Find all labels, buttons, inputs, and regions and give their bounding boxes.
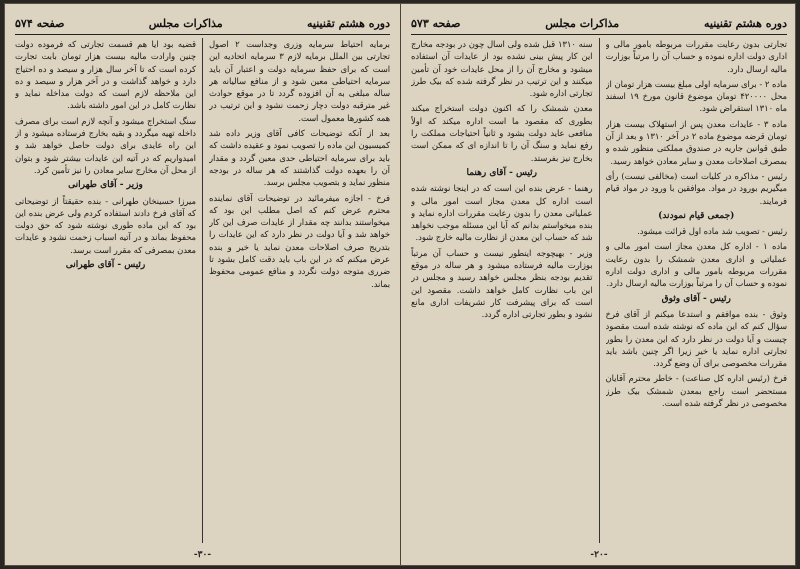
paragraph: ماده ۲ - برای سرمایه اولی مبلغ بیست هزار تومان از محل ۴۲۰۰۰۰ تومان موضوع قانون مورخ ۱۹ اسفند ماه ۱۳۱۰ استقراض شود.	[605, 78, 787, 114]
left-page-header	[15, 12, 390, 35]
left-header-volume: دوره هشتم تقنینیه	[307, 16, 390, 30]
right-page	[401, 4, 797, 565]
left-header-page-number: صفحه ۵۷۴	[15, 16, 65, 30]
speaker-heading: (جمعی قیام نمودند)	[658, 210, 735, 221]
right-header-title: مذاکرات مجلس	[545, 16, 620, 30]
paragraph: فرخ (رئیس اداره کل صناعت) - خاطر محترم آقایان مستحضر است راجع بمعدن شمشک بیک طرز مخصوصی در نظر گرفته شده است.	[605, 373, 787, 409]
paragraph: سنه ۱۳۱۰ قبل شده ولی اسال چون در بودجه مخارج این کار پیش بینی نشده بود از عایدات آن استفاده میشود و مخارج آن را از محل عایدات خود آن تأمین میکنند و این ترتیب در نظر گرفته شده که بیک طرز تجارتی اداره شود.	[411, 39, 593, 99]
paragraph: تجارتی بدون رعایت مقررات مربوطه بامور مالی و اداری دولت اداره نموده و حساب آن را مرتباً بوزارت مالیه ارسال دارد.	[605, 39, 787, 74]
left-page-right-column	[209, 38, 390, 543]
book-spread	[4, 3, 796, 566]
column-divider	[599, 38, 600, 543]
paragraph: بعد از آنکه توضیحات کافی آقای وزیر داده شد کمیسیون این ماده را تصویب نمود و عقیده داشت که باید برای سرمایه احتیاطی حدی معین گردد و مقدار آن را بعهده دولت گذاشتند که هر ساله در بودجه منظور نماید و بتصویب مجلس برسد.	[209, 128, 390, 188]
speaker-heading: رئیس - آقای وثوق	[661, 293, 731, 304]
paragraph: فرخ - اجازه میفرمائید در توضیحات آقای نماینده محترم عرض کنم که اصل مطلب این بود که میخواستند بدانند چه مقدار از عایدات صرف این کار خواهد شد و آیا دولت در نظر دارد که این عایدات را بتدریج صرف اصلاحات معدن نماید یا خیر و بنده عرض میکنم که در این باب باید دقت کامل بشود تا ضرری متوجه دولت نگردد و منافع عمومی محفوظ بماند.	[209, 192, 390, 289]
right-page-left-column	[411, 38, 593, 543]
right-page-header	[411, 12, 787, 35]
paragraph: معدن شمشک را که اکنون دولت استخراج میکند بطوری که مقصود ما است اداره میکند که اولاً منافعی عاید دولت بشود و ثانیاً احتیاجات مملکت را رفع نماید و سنگ آن را تا اندازه ای که ممکن است بخارج نیز بفرستد.	[411, 103, 593, 163]
paragraph: برمایه احتیاط سرمایه وزری وجداست ۲ اصول تجارتی بین الملل برمایه لازم ۳ سرمایه اتحادیه این است که برای حفظ سرمایه دولت و اعتبار آن باید سرمایه احتیاطی معین شود و از منافع سالیانه هر ساله مبلغی به آن افزوده گردد تا در موقع حوادث غیر مترقبه دولت دچار زحمت نشود و این ترتیب در همه کشورها معمول است.	[209, 39, 390, 123]
left-header-title: مذاکرات مجلس	[148, 16, 223, 30]
left-page-columns	[15, 38, 390, 543]
right-header-volume: دوره هشتم تقنینیه	[704, 16, 787, 30]
speaker-heading: رئیس - آقای طهرانی	[65, 260, 146, 271]
paragraph: میرزا حسینخان طهرانی - بنده حقیقتاً از توضیحاتی که آقای فرخ دادند استفاده کردم ولی عرض بنده این بود که این ماده طوری نوشته شود که حق دولت محفوظ بماند و در آتیه اسباب زحمت نشود و عایدات معدن بمصرفی که مقرر است برسد.	[15, 195, 196, 255]
right-header-page-number: صفحه ۵۷۳	[411, 16, 461, 30]
right-page-right-column	[606, 38, 788, 543]
paragraph: رئیس - مذاکره در کلیات است (مخالفی نیست) رأی میگیریم بورود در مواد. موافقین با ورود در مواد قیام فرمایند.	[605, 170, 787, 206]
paragraph: ماده ۳ - عایدات معدن پس از استهلاک بیست هزار تومان قرضه موضوع ماده ۲ در آخر ۱۳۱۰ و بعد از آن طبق قوانین جاریه در صندوق مملکتی منظور شده و بمصرف اصلاحات معدن و سایر معادن خواهد رسید.	[605, 118, 787, 166]
paragraph: ماده ۱ - اداره کل معدن مجاز است امور مالی و عملیاتی و اداری معدن شمشک را بدون رعایت مقررات مربوطه بامور مالی و اداری دولت اداره نموده و حساب آن را مرتباً بوزارت مالیه ارسال دارد.	[605, 241, 787, 289]
left-page	[5, 4, 401, 565]
right-page-columns	[411, 38, 787, 543]
paragraph: وثوق - بنده موافقم و استدعا میکنم از آقای فرخ سؤال کنم که این ماده که نوشته شده است مقصود چیست و آیا دولت در نظر دارد که این معدن را بطور تجارتی اداره نماید یا خیر زیرا اگر چنین باشد باید مقررات مخصوصی برای آن وضع گردد.	[605, 308, 787, 369]
speaker-heading: وزیر - آقای طهرانی	[68, 180, 143, 191]
right-page-folio: -۲۰-	[590, 550, 608, 560]
paragraph: قضیه بود ایا هم قسمت تجارتی که فرموده دولت چنین وارادت مالیه بیست هزار تومان بابت تجارت کرده است که تا آخر سال هزار و سیصد و ده احتیاج دارد و خواهد گذاشت و در آخر هزار و سیصد و ده این ملاحظه لازم است که دولت مداخله نماید و نظارت کامل در این امور داشته باشد.	[15, 39, 196, 111]
column-divider	[202, 38, 203, 543]
paragraph: رئیس - تصویب شد ماده اول قرائت میشود.	[637, 226, 787, 237]
speaker-heading: رئیس - آقای رهنما	[466, 167, 538, 178]
paragraph: سنگ استخراج میشود و آنچه لازم است برای مصرف داخله تهیه میگردد و بقیه بخارج فرستاده میشود و از این راه عایدی برای دولت حاصل خواهد شد و امیدواریم که در آتیه این عایدات بیشتر شود و بتوان از محل آن مخارج سایر معادن را نیز تأمین کرد.	[15, 115, 196, 175]
paragraph: رهنما - عرض بنده این است که در اینجا نوشته شده است اداره کل معدن مجاز است امور مالی و عملیاتی معدن را بدون رعایت مقررات اداره نماید و بنده میخواستم بدانم که آیا این مسئله موجب نخواهد شد که حساب این معدن از نظارت مالیه خارج شود.	[411, 183, 593, 243]
left-page-left-column	[15, 38, 196, 543]
paragraph: وزیر - بهیچوجه اینطور نیست و حساب آن مرتباً بوزارت مالیه فرستاده میشود و هر ساله در موقع تقدیم بودجه بنظر مجلس خواهد رسید و مجلس در این باب نظارت کامل خواهد داشت. مقصود این است که برای پیشرفت کار تشریفات اداری مانع نشود و بطور تجارتی اداره گردد.	[411, 247, 593, 320]
left-page-folio: -۳۰-	[193, 550, 212, 560]
